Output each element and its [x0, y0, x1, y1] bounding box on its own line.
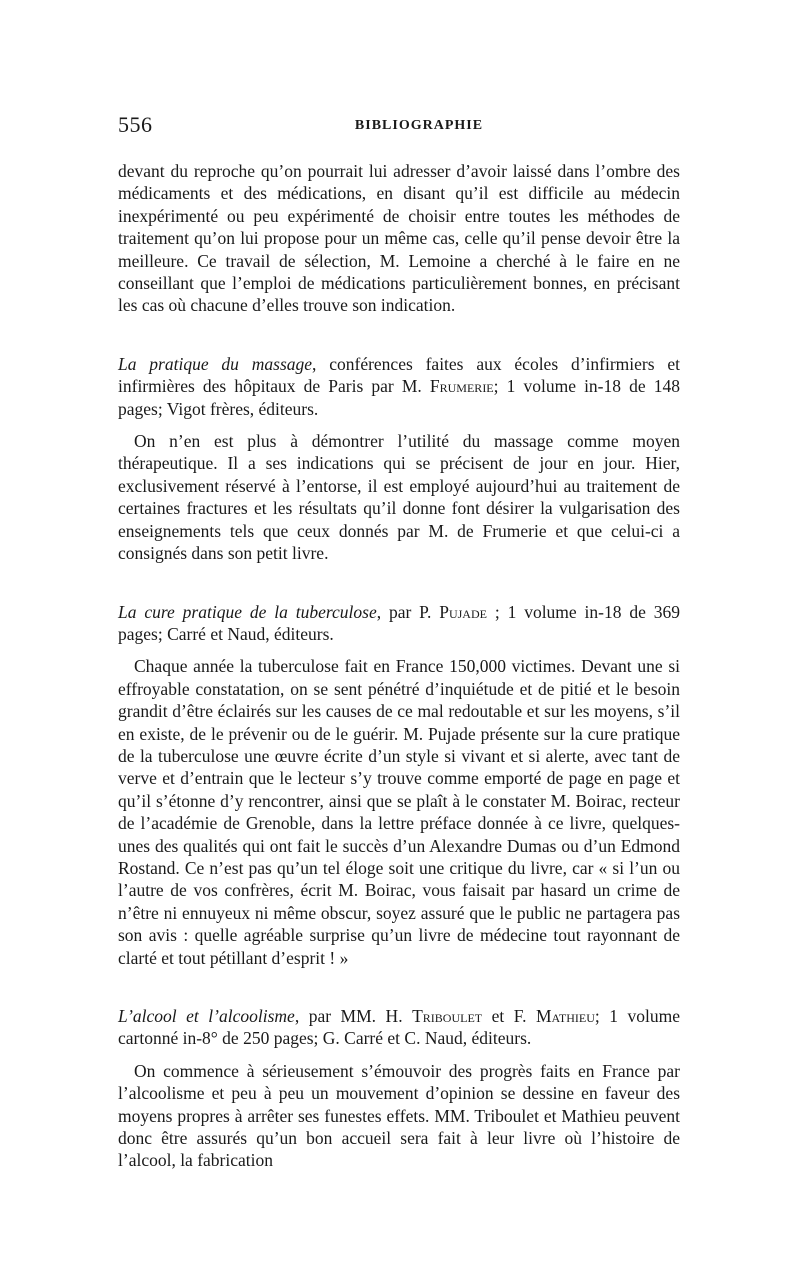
entry-author: Frumerie [429, 376, 494, 397]
bibliography-entry [118, 353, 680, 565]
entry-title: L’alcool et l’alcoolisme [118, 1006, 295, 1026]
entry-review: On commence à sérieusement s’émouvoir des progrès faits en France par l’alcoolisme et peu à peu un mouvement d’opinion se dessine en faveur des moyens propres à arrêter ses funestes effets. MM. Triboulet et Mathieu peuvent donc être assurés qu’un bon accueil sera fait à leur livre où l’histoire de l’alcool, la fabrication [118, 1060, 680, 1171]
entry-publication: ; 1 volume in-18 de 369 pages; Carré et Naud, éditeurs. [118, 601, 681, 644]
entry-head-rest: , par MM. H. [294, 1006, 403, 1026]
entry-author: Triboulet [412, 1006, 483, 1026]
book-page [118, 112, 680, 1172]
entry-publication: ; 1 volume in-18 de 148 pages; Vigot frères, éditeurs. [118, 376, 680, 419]
entry-author-2: Mathieu [536, 1006, 595, 1026]
entry-publication: ; 1 volume cartonné in-8° de 250 pages; G. Carré et C. Naud, éditeurs. [118, 1006, 681, 1049]
entry-heading [118, 353, 680, 420]
entry-author-joiner: et F. [482, 1006, 536, 1026]
entry-heading [118, 1005, 680, 1050]
page-number: 556 [118, 112, 153, 137]
bibliography-entry [118, 601, 680, 970]
running-head: BIBLIOGRAPHIE [354, 118, 484, 133]
page-header [118, 112, 680, 138]
entry-author: Pujade [439, 601, 487, 622]
entry-head-rest: , par P. [376, 601, 432, 622]
entry-head-rest: , conférences faites aux écoles d’infirmiers et infirmières des hôpitaux de Paris par M. [118, 353, 680, 397]
entry-title: La cure pratique de la tuberculose [118, 601, 377, 622]
entry-title: La pratique du massage [118, 353, 313, 374]
entry-review: Chaque année la tuberculose fait en France 150,000 victimes. Devant une si effroyable constatation, on se sent pénétré d’inquiétude et de pitié et le besoin grandit d’être éclairés sur les causes de ce mal redoutable et sur les moyens, s’il en existe, de le prévenir ou de le guérir. M. Pujade présente sur la cure pratique de la tuberculose une œuvre écrite d’un style si vivant et si alerte, avec tant de verve et d’entrain que le lecteur s’y trouve comme emporté de page en page et qu’il s’étonne d’y rencontrer, ainsi que se plaît à le constater M. Boirac, recteur de l’académie de Grenoble, dans la lettre préface donnée à ce livre, quelques-unes des qualités qui ont fait le succès d’un Alexandre Dumas ou d’un Edmond Rostand. Ce n’est pas qu’un tel éloge soit une critique du livre, car « si l’un ou l’autre de vos confrères, écrit M. Boirac, vous faisait par hasard un crime de n’être ni ennuyeux ni même obscur, soyez assuré que le public ne partagera pas son avis : quelle agréable surprise qu’un livre de médecine tout rayonnant de clarté et tout pétillant d’esprit ! » [118, 656, 680, 968]
bibliography-entry [118, 1005, 680, 1172]
entry-heading [118, 601, 680, 646]
continuation-paragraph: devant du reproche qu’on pourrait lui adresser d’avoir laissé dans l’ombre des médicaments et des médications, en disant qu’il est difficile au médecin inexpérimenté ou peu expérimenté de choisir entre toutes les méthodes de traitement qu’on lui propose pour un même cas, celle qu’il pense devoir être la meilleure. Ce travail de sélection, M. Lemoine a cherché à le faire en ne conseillant que l’emploi de médications particulièrement bonnes, en précisant les cas où chacune d’elles trouve son indication. [118, 161, 680, 316]
entry-review: On n’en est plus à démontrer l’utilité du massage comme moyen thérapeutique. Il a ses indications qui se précisent de jour en jour. Hier, exclusivement réservé à l’entorse, il est employé aujourd’hui au traitement de certaines fractures et les résultats qu’il donne font désirer la vulgarisation des enseignements tels que ceux donnés par M. de Frumerie et que celui-ci a consignés dans son petit livre. [118, 431, 680, 564]
